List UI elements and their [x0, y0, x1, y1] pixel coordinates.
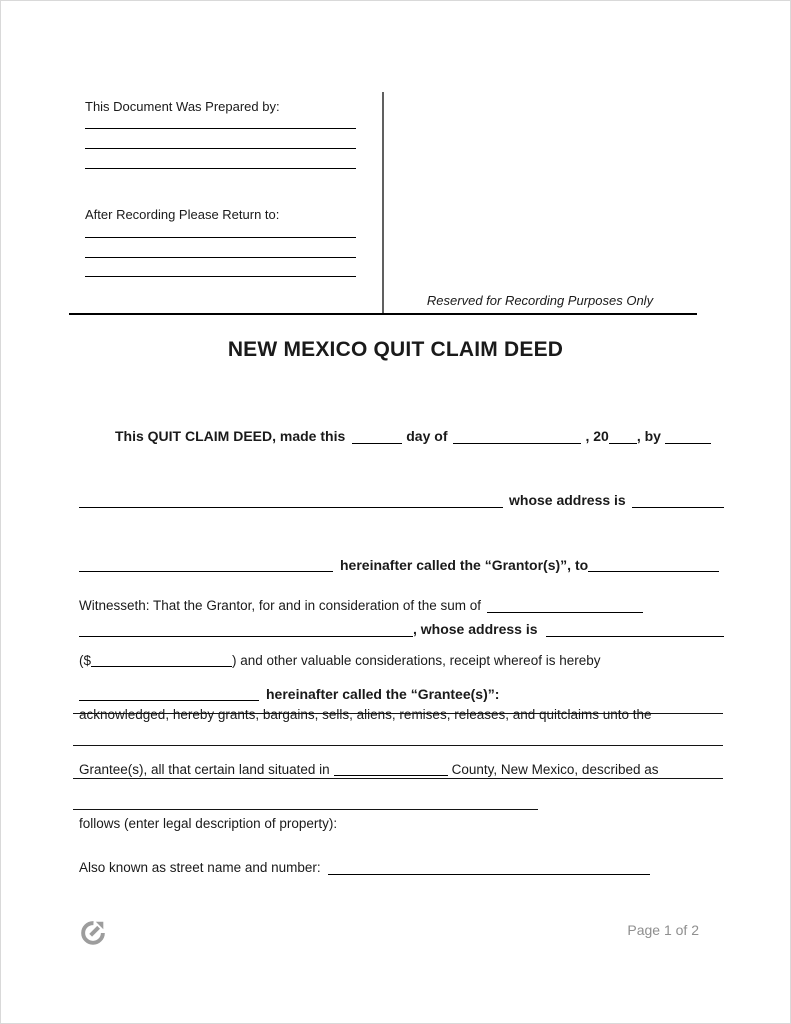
- legal-description-line: [73, 745, 723, 746]
- blank-field-line: [609, 443, 637, 444]
- blank-field-line: [85, 257, 356, 258]
- blank-field-line: [85, 168, 356, 169]
- intro-text: , 20: [585, 428, 609, 444]
- circular-arrow-icon: [78, 917, 108, 947]
- witnesseth-text: ($: [79, 652, 92, 668]
- intro-text: day of: [406, 428, 448, 444]
- witnesseth-text: follows (enter legal description of property):: [79, 816, 338, 832]
- witnesseth-line-2: [79, 653, 727, 678]
- blank-field-line: [85, 276, 356, 277]
- page-number-label: Page 1 of 2: [627, 922, 699, 938]
- blank-field-line: [79, 507, 503, 508]
- witnesseth-line-3: [79, 707, 727, 732]
- reserved-for-recording-note: Reserved for Recording Purposes Only: [426, 293, 654, 308]
- witnesseth-line-5: [79, 816, 727, 841]
- blank-field-line: [85, 148, 356, 149]
- blank-field-line: [632, 507, 724, 508]
- blank-field-line: [453, 443, 581, 444]
- blank-field-line: [328, 874, 650, 875]
- witnesseth-text: Grantee(s), all that certain land situated in: [79, 761, 330, 777]
- blank-field-line: [85, 237, 356, 238]
- blank-field-line: [665, 443, 711, 444]
- intro-line-1: [79, 428, 727, 460]
- header-bottom-rule: [69, 313, 697, 315]
- witnesseth-paragraph: [79, 568, 727, 871]
- intro-text: hereinafter called the “Grantee(s)”:: [266, 685, 500, 702]
- intro-text: , by: [636, 428, 661, 444]
- brand-logo: [78, 917, 108, 952]
- witnesseth-line-4: [79, 762, 727, 787]
- header-vertical-divider: [382, 92, 384, 313]
- street-address-row: [79, 860, 676, 875]
- blank-field-line: [91, 666, 232, 667]
- blank-field-line: [334, 775, 448, 776]
- prepared-by-label: This Document Was Prepared by:: [85, 99, 280, 114]
- intro-text: This QUIT CLAIM DEED, made this: [115, 428, 346, 444]
- witnesseth-text: County, New Mexico, described as: [451, 761, 659, 777]
- page-title: NEW MEXICO QUIT CLAIM DEED: [227, 338, 564, 361]
- legal-description-line: [73, 713, 723, 714]
- witnesseth-text: Witnesseth: That the Grantor, for and in consideration of the sum of: [79, 598, 481, 613]
- blank-field-line: [352, 443, 402, 444]
- witnesseth-text: acknowledged, hereby grants, bargains, sells, aliens, remises, releases, and quitclaims unto the: [79, 707, 652, 723]
- return-to-label: After Recording Please Return to:: [85, 207, 280, 222]
- legal-description-line: [73, 778, 723, 779]
- legal-description-line: [73, 809, 538, 810]
- intro-text: hereinafter called the “Grantor(s)”, to: [340, 556, 589, 573]
- intro-line-2: [79, 492, 727, 524]
- blank-field-line: [85, 128, 356, 129]
- intro-text: whose address is: [509, 492, 626, 509]
- intro-text: , whose address is: [413, 621, 538, 638]
- witnesseth-text: ) and other valuable considerations, receipt whereof is hereby: [232, 652, 601, 668]
- witnesseth-line-1: [79, 598, 727, 623]
- blank-field-line: [487, 612, 643, 613]
- street-address-label: Also known as street name and number:: [79, 860, 321, 875]
